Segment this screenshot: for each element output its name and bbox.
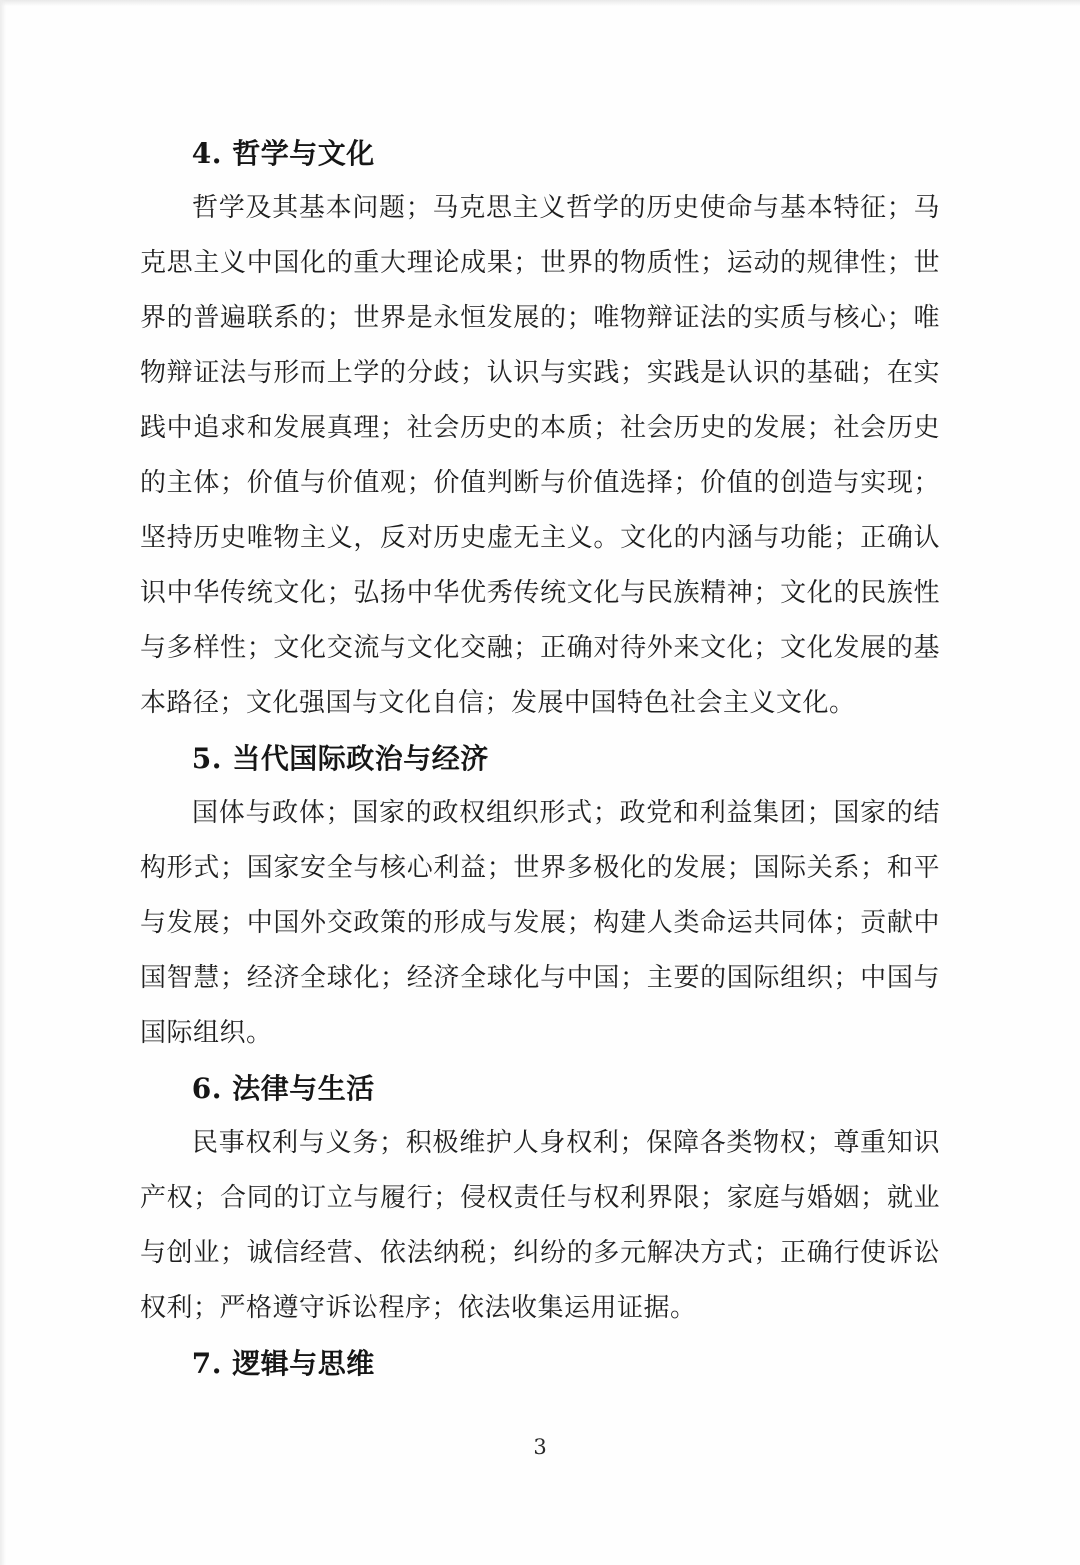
section-philosophy-culture [140,126,940,731]
page-number: 3 [533,1435,547,1459]
section-heading: 7. 逻辑与思维 [191,1347,375,1380]
section-heading: 6. 法律与生活 [191,1072,375,1105]
section-body: 民事权利与义务；积极维护人身权利；保障各类物权；尊重知识产权；合同的订立与履行；侵权责任与权利界限；家庭与婚姻；就业与创业；诚信经营、依法纳税；纠纷的多元解决方式；正确行使诉讼权利；严格遵守诉讼程序；依法收集运用证据。 [140,1128,940,1323]
section-heading: 4. 哲学与文化 [191,137,375,170]
section-logic-thinking [140,1336,940,1391]
section-law-life [140,1061,940,1336]
section-international-politics-economy [140,731,940,1061]
section-heading: 5. 当代国际政治与经济 [191,742,489,775]
section-body: 国体与政体；国家的政权组织形式；政党和利益集团；国家的结构形式；国家安全与核心利益；世界多极化的发展；国际关系；和平与发展；中国外交政策的形成与发展；构建人类命运共同体；贡献中国智慧；经济全球化；经济全球化与中国；主要的国际组织；中国与国际组织。 [140,798,940,1048]
document-content [140,126,940,1391]
section-body: 哲学及其基本问题；马克思主义哲学的历史使命与基本特征；马克思主义中国化的重大理论成果；世界的物质性；运动的规律性；世界的普遍联系的；世界是永恒发展的；唯物辩证法的实质与核心；唯物辩证法与形而上学的分歧；认识与实践；实践是认识的基础；在实践中追求和发展真理；社会历史的本质；社会历史的发展；社会历史的主体；价值与价值观；价值判断与价值选择；价值的创造与实现；坚持历史唯物主义，反对历史虚无主义。文化的内涵与功能；正确认识中华传统文化；弘扬中华优秀传统文化与民族精神；文化的民族性与多样性；文化交流与文化交融；正确对待外来文化；文化发展的基本路径；文化强国与文化自信；发展中国特色社会主义文化。 [140,193,940,718]
